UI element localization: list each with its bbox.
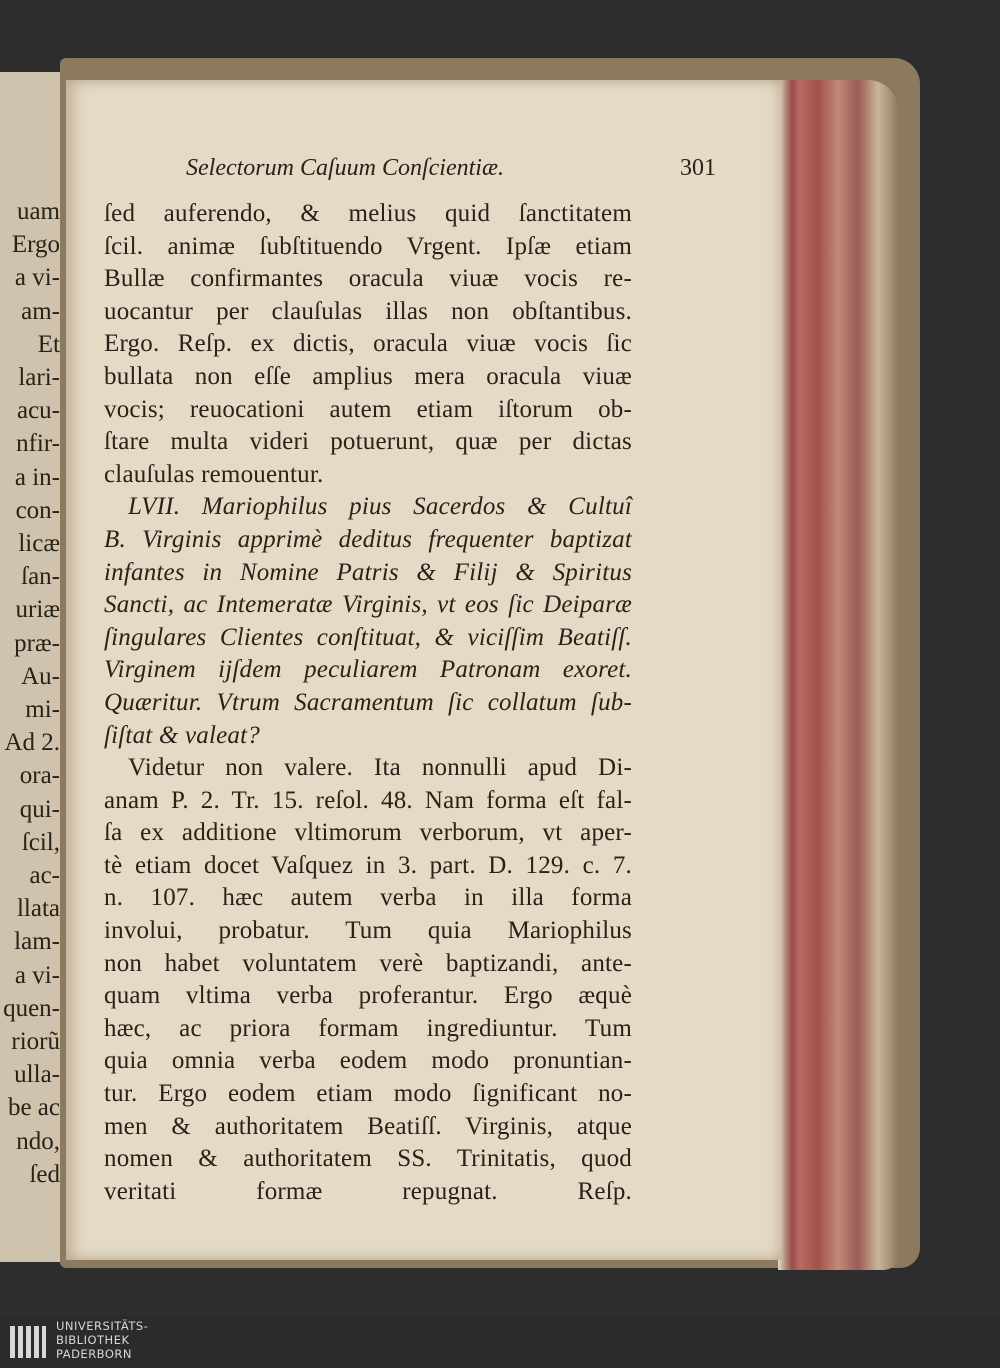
left-page-fragment: Ad 2. [4,729,60,757]
text-line: infantes in Nomine Patris & Filij & Spiritus [104,558,632,586]
left-page-fragment: Ergo [11,231,60,259]
text-line: nomen & authoritatem SS. Trinitatis, quod [104,1145,632,1173]
left-page-fragment: am- [21,297,60,325]
text-line: Bullæ confirmantes oracula viuæ vocis re- [104,265,632,293]
left-page-fragment: Et [37,330,60,358]
text-line: non habet voluntatem verè baptizandi, ante- [104,949,632,977]
running-title: Selectorum Caſuum Conſcientiæ. [186,155,504,181]
left-page-fragment: mi- [25,696,60,723]
left-page-fragment: nfir- [16,430,60,458]
left-page-fragment: lam- [14,928,60,956]
left-page-fragment: lari- [18,364,60,391]
left-page-fragment: a in- [14,463,60,491]
left-page-fragment: con- [15,496,60,524]
text-line: quia omnia verba eodem modo pronuntian- [104,1047,632,1075]
left-page-fragment: quen- [3,994,60,1022]
left-page-fragment: uam [16,198,60,225]
text-line: LVII. Mariophilus pius Sacerdos & Cultuî [128,493,632,521]
page-text-block [104,198,632,1208]
left-page-fragment: ora- [19,762,60,790]
text-line: Quæritur. Vtrum Sacramentum ſic collatum ſub- [104,688,632,716]
page-edges [778,80,898,1270]
left-page-fragment: ſcil, [21,828,60,856]
text-line: anam P. 2. Tr. 15. reſol. 48. Nam forma eſt fal- [104,786,632,814]
text-line: men & authoritatem Beatiſſ. Virginis, atque [104,1112,632,1140]
text-line: ſcil. animæ ſubſtituendo Vrgent. Ipſæ etiam [104,232,632,260]
text-line: Ergo. Reſp. ex dictis, oracula viuæ vocis ſic [104,330,632,358]
left-page-fragment: licæ [18,530,60,557]
text-line: bullata non eſſe amplius mera oracula viuæ [104,362,632,390]
text-line: tur. Ergo eodem etiam modo ſignificant no- [104,1080,632,1108]
text-line: B. Virginis apprimè deditus frequenter baptizat [104,525,632,553]
text-line: ſingulares Clientes conſtituat, & viciſſim Beatiſſ. [104,623,632,651]
library-footer [0,1316,1000,1368]
page-number: 301 [680,155,716,181]
text-line: clauſulas remouentur. [104,460,324,488]
left-page-fragment: qui- [19,795,60,823]
text-line: Sancti, ac Intemeratæ Virginis, vt eos ſic Deiparæ [104,591,632,619]
text-line: Virginem ijſdem peculiarem Patronam exoret. [104,656,632,684]
text-line: ſiſtat & valeat? [104,721,260,749]
left-page-fragment: be ac [7,1094,60,1122]
left-facing-page [0,72,68,1262]
text-line: ſed auferendo, & melius quid ſanctitatem [104,200,632,227]
left-page-fragment: a vi- [14,961,60,989]
left-page-fragment: ac- [29,862,60,889]
left-page-fragment: ſed [29,1160,60,1188]
left-page-fragment: ſan- [21,563,60,591]
text-line: Videtur non valere. Ita nonnulli apud Di- [128,754,632,782]
left-page-fragment: a vi- [14,264,60,292]
library-name-line-2: BIBLIOTHEK [56,1333,130,1347]
text-line: quam vltima verba proferantur. Ergo æquè [104,982,632,1010]
text-line: hæc, ac priora formam ingrediuntur. Tum [104,1014,632,1042]
library-name-line-1: UNIVERSITÄTS- [56,1319,149,1333]
left-page-fragment: ndo, [16,1127,60,1155]
right-page [66,80,782,1260]
text-line: ſa ex additione vltimorum verborum, vt aper- [104,819,632,847]
left-page-fragment: acu- [16,397,60,425]
text-line: ſtare multa videri potuerunt, quæ per dictas [104,428,632,456]
left-page-fragment: præ- [14,629,60,657]
text-line: vocis; reuocationi autem etiam iſtorum ob- [104,395,632,423]
text-line: veritati formæ repugnat. Reſp. [104,1177,632,1205]
library-name-line-3: PADERBORN [56,1347,133,1361]
running-head [186,155,716,191]
left-page-fragment: llata [16,895,60,923]
left-page-fragment: riorũ [11,1028,60,1055]
left-page-fragment: Au- [21,662,60,690]
text-line: involui, probatur. Tum quia Mariophilus [104,917,632,945]
left-page-fragment: ulla- [14,1061,60,1089]
text-line: n. 107. hæc autem verba in illa forma [104,884,632,912]
left-page-fragment: uriæ [15,596,60,624]
library-logo-icon [8,1322,48,1362]
text-line: tè etiam docet Vaſquez in 3. part. D. 129. c. 7. [104,851,632,879]
text-line: uocantur per clauſulas illas non obſtantibus. [104,297,632,325]
library-name [56,1319,148,1361]
